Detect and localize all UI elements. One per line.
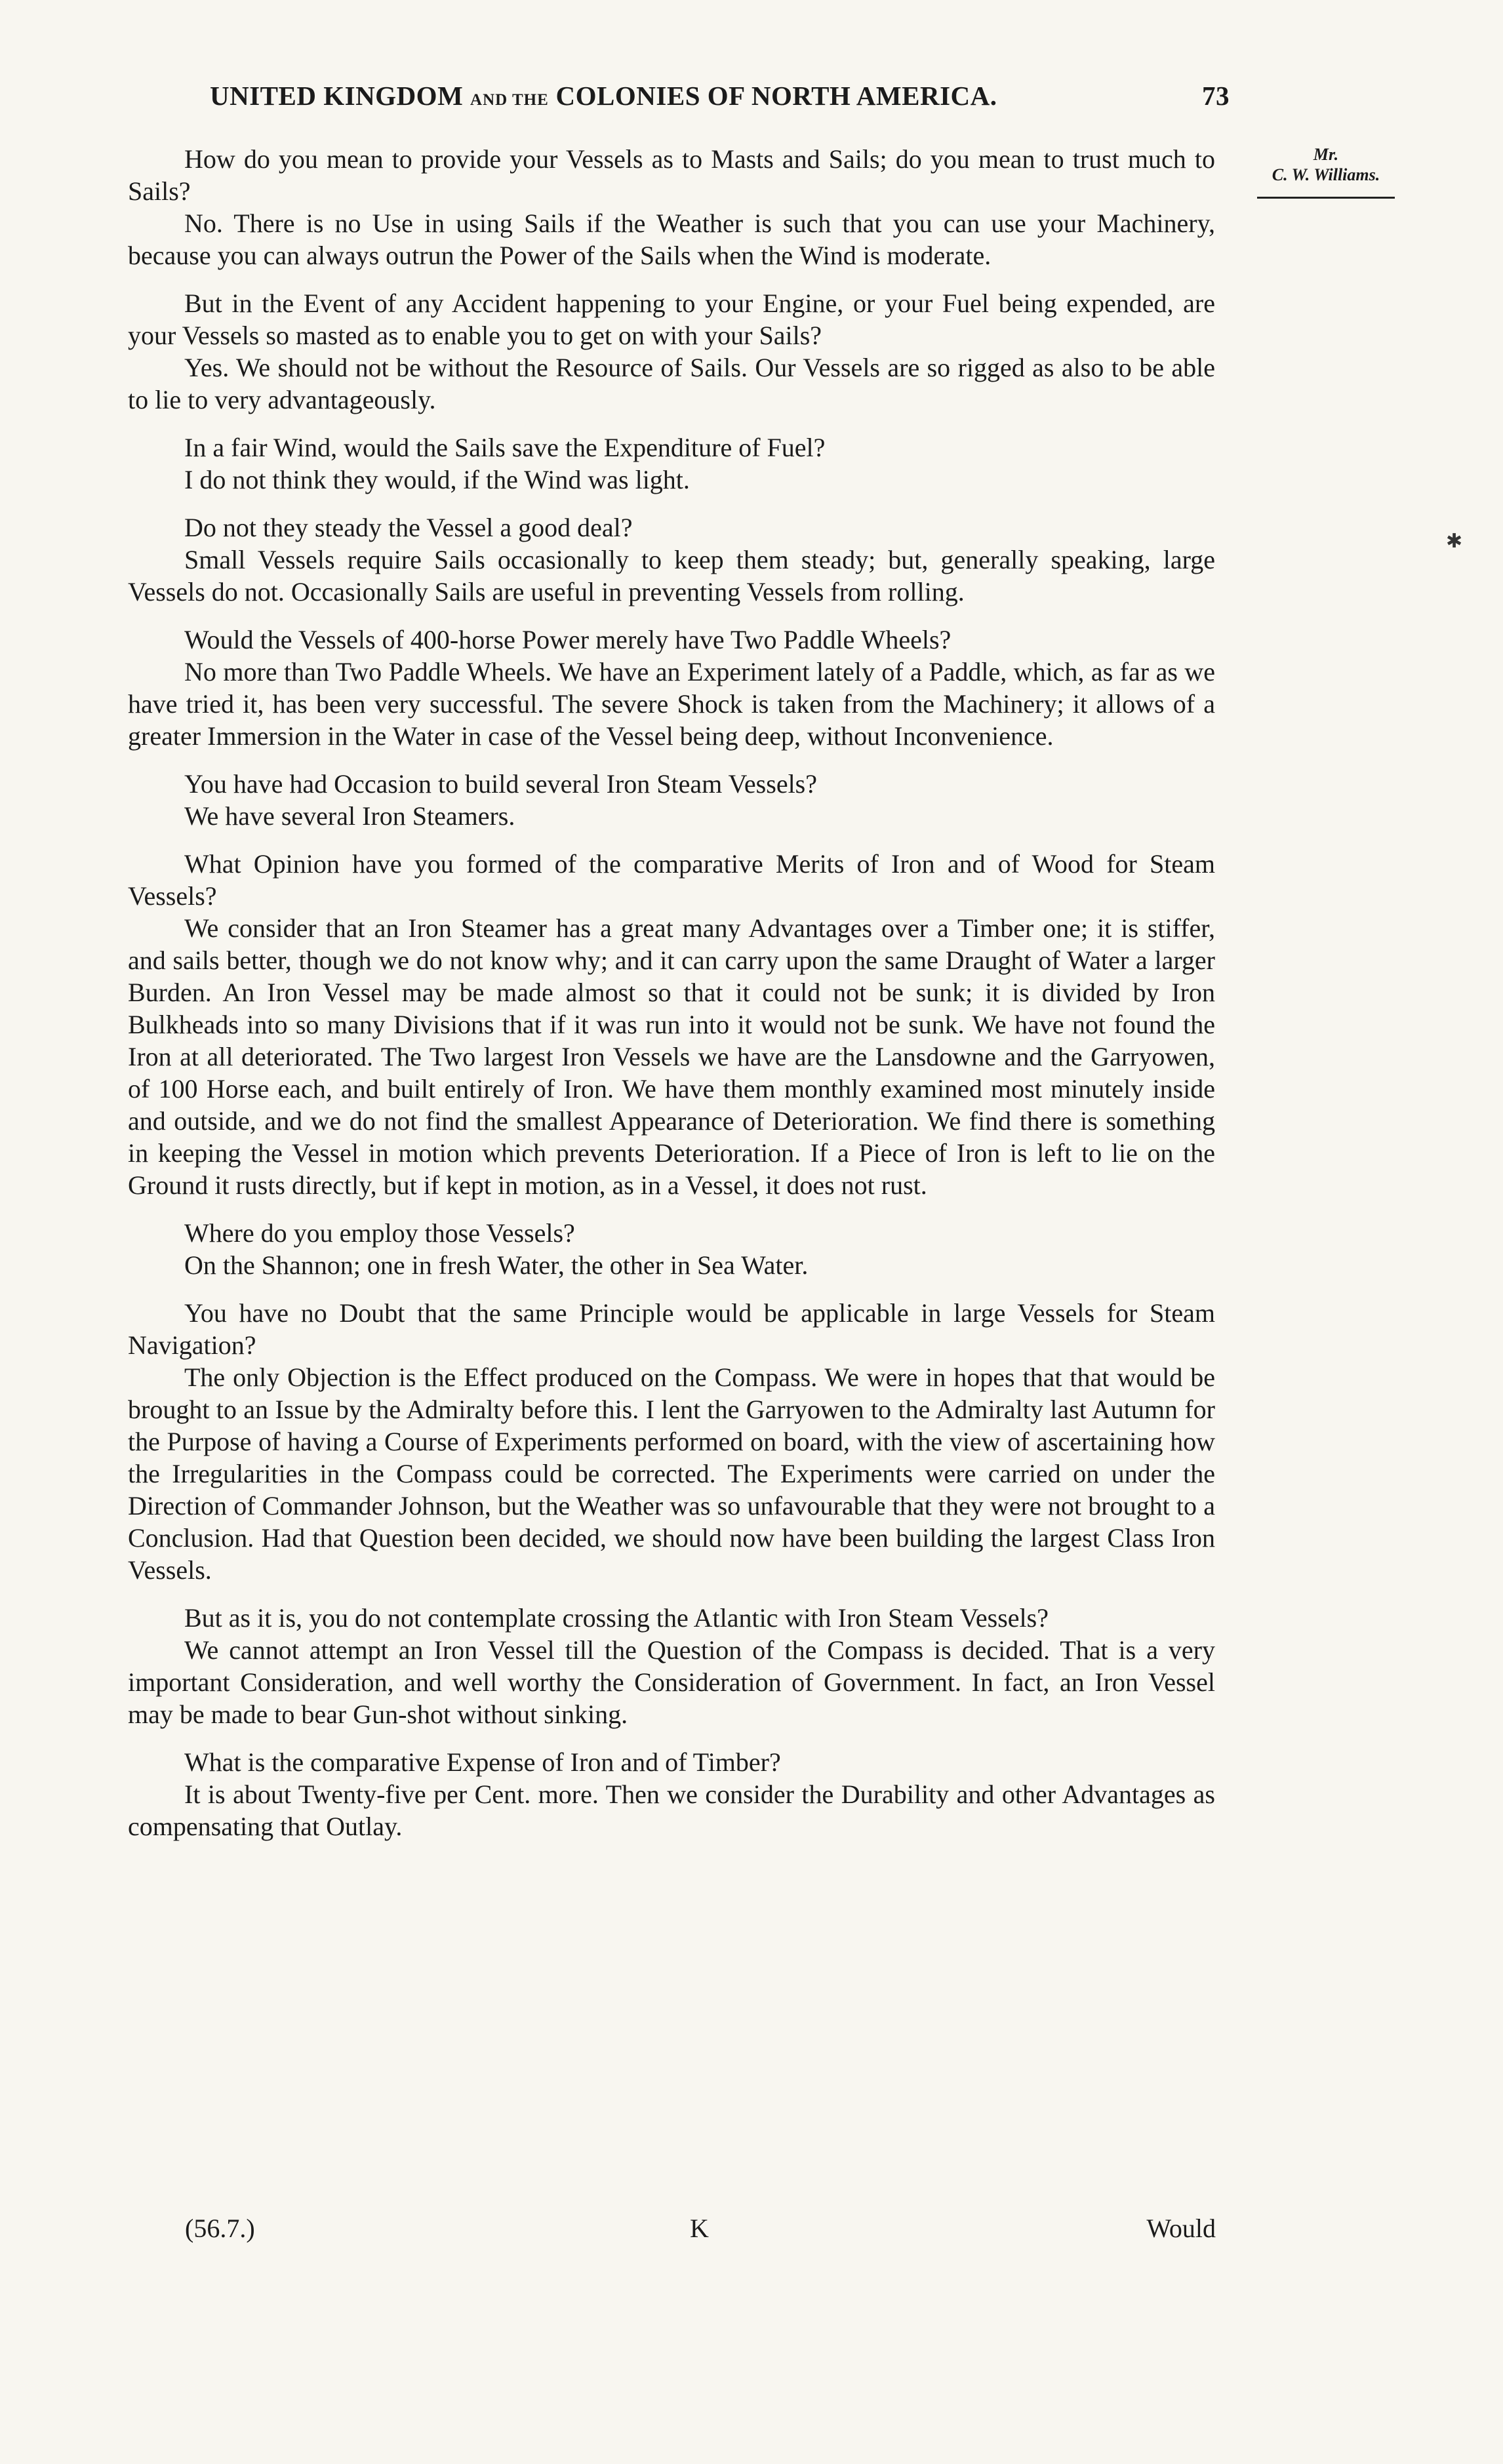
catchword: Would <box>1146 2214 1216 2243</box>
page-footer <box>185 2213 1216 2252</box>
running-header <box>210 80 1230 111</box>
header-title-part2: COLONIES OF NORTH AMERICA. <box>555 81 997 111</box>
answer-paragraph: No. There is no Use in using Sails if the Weather is such that you can use your Machinery, because you can always outrun the Power of the Sails when the Wind is moderate. <box>128 209 1215 270</box>
answer-paragraph: We cannot attempt an Iron Vessel till the Question of the Compass is decided. That is a very important Consideration, and well worthy the Consideration of Government. In fact, an Iron Vessel may be made to bear Gun-shot without sinking. <box>128 1635 1215 1729</box>
question-paragraph: You have no Doubt that the same Principle would be applicable in large Vessels for Steam Navigation? <box>128 1298 1215 1360</box>
gathering-mark: K <box>690 2214 709 2243</box>
answer-paragraph: We consider that an Iron Steamer has a great many Advantages over a Timber one; it is stiffer, and sails better, though we do not know why; and it can carry upon the same Draught of Water a larger Burden. An Iron Vessel may be made almost so that it could not be sunk; it is divided by Iron Bulkheads into so many Divisions that if it was run into it would not be sunk. We have not found the Iron at all deteriorated. The Two largest Iron Vessels we have are the Lansdowne and the Garryowen, of 100 Horse each, and built entirely of Iron. We have them monthly examined most minutely inside and outside, and we do not find the smallest Appearance of Deterioration. We find there is something in keeping the Vessel in motion which prevents Deterioration. If a Piece of Iron is left to lie on the Ground it rusts directly, but if kept in motion, as in a Vessel, it does not rust. <box>128 913 1215 1200</box>
question-paragraph: Would the Vessels of 400-horse Power merely have Two Paddle Wheels? <box>184 625 952 654</box>
answer-paragraph: I do not think they would, if the Wind was light. <box>184 465 690 494</box>
question-paragraph: What is the comparative Expense of Iron and of Timber? <box>184 1747 781 1777</box>
question-paragraph: In a fair Wind, would the Sails save the Expenditure of Fuel? <box>184 433 826 462</box>
header-title-part1: UNITED KINGDOM <box>210 81 464 111</box>
margin-witness-name <box>1254 144 1398 199</box>
question-paragraph: Do not they steady the Vessel a good deal? <box>184 513 633 542</box>
header-connector: AND THE <box>470 91 549 109</box>
question-paragraph: Where do you employ those Vessels? <box>184 1218 575 1248</box>
answer-paragraph: Yes. We should not be without the Resource of Sails. Our Vessels are so rigged as also to be able to lie to very advantageously. <box>128 353 1215 414</box>
header-title <box>210 80 997 111</box>
question-paragraph: But as it is, you do not contemplate crossing the Atlantic with Iron Steam Vessels? <box>184 1603 1049 1633</box>
page-number: 73 <box>1202 81 1230 111</box>
testimony-body <box>128 143 1215 1842</box>
answer-paragraph: It is about Twenty-five per Cent. more. Then we consider the Durability and other Advantages as compensating that Outlay. <box>128 1779 1215 1841</box>
answer-paragraph: On the Shannon; one in fresh Water, the other in Sea Water. <box>184 1250 809 1280</box>
question-paragraph: How do you mean to provide your Vessels as to Masts and Sails; do you mean to trust much to Sails? <box>128 144 1215 206</box>
margin-rule <box>1257 197 1395 199</box>
question-paragraph: What Opinion have you formed of the comparative Merits of Iron and of Wood for Steam Vessels? <box>128 849 1215 911</box>
answer-paragraph: No more than Two Paddle Wheels. We have an Experiment lately of a Paddle, which, as far as we have tried it, has been very successful. The severe Shock is taken from the Machinery; it allows of a greater Immersion in the Water in case of the Vessel being deep, without Inconvenience. <box>128 657 1215 751</box>
question-paragraph: You have had Occasion to build several Iron Steam Vessels? <box>184 769 817 799</box>
answer-paragraph: The only Objection is the Effect produced on the Compass. We were in hopes that that would be brought to an Issue by the Admiralty before this. I lent the Garryowen to the Admiralty last Autumn for the Purpose of having a Course of Experiments performed on board, with the view of ascertaining how the Irregularities in the Compass could be corrected. The Experiments were carried on under the Direction of Commander Johnson, but the Weather was so unfavourable that they were not brought to a Conclusion. Had that Question been decided, we should now have been building the largest Class Iron Vessels. <box>128 1362 1215 1585</box>
question-paragraph: But in the Event of any Accident happening to your Engine, or your Fuel being expended, are your Vessels so masted as to enable you to get on with your Sails? <box>128 288 1215 350</box>
ink-speck: ✱ <box>1446 530 1463 552</box>
signature-mark: (56.7.) <box>185 2214 255 2243</box>
answer-paragraph: Small Vessels require Sails occasionally to keep them steady; but, generally speaking, large Vessels do not. Occasionally Sails are useful in preventing Vessels from rolling. <box>128 545 1215 606</box>
witness-name: C. W. Williams. <box>1272 165 1380 185</box>
answer-paragraph: We have several Iron Steamers. <box>184 801 515 831</box>
witness-prefix: Mr. <box>1313 145 1339 164</box>
